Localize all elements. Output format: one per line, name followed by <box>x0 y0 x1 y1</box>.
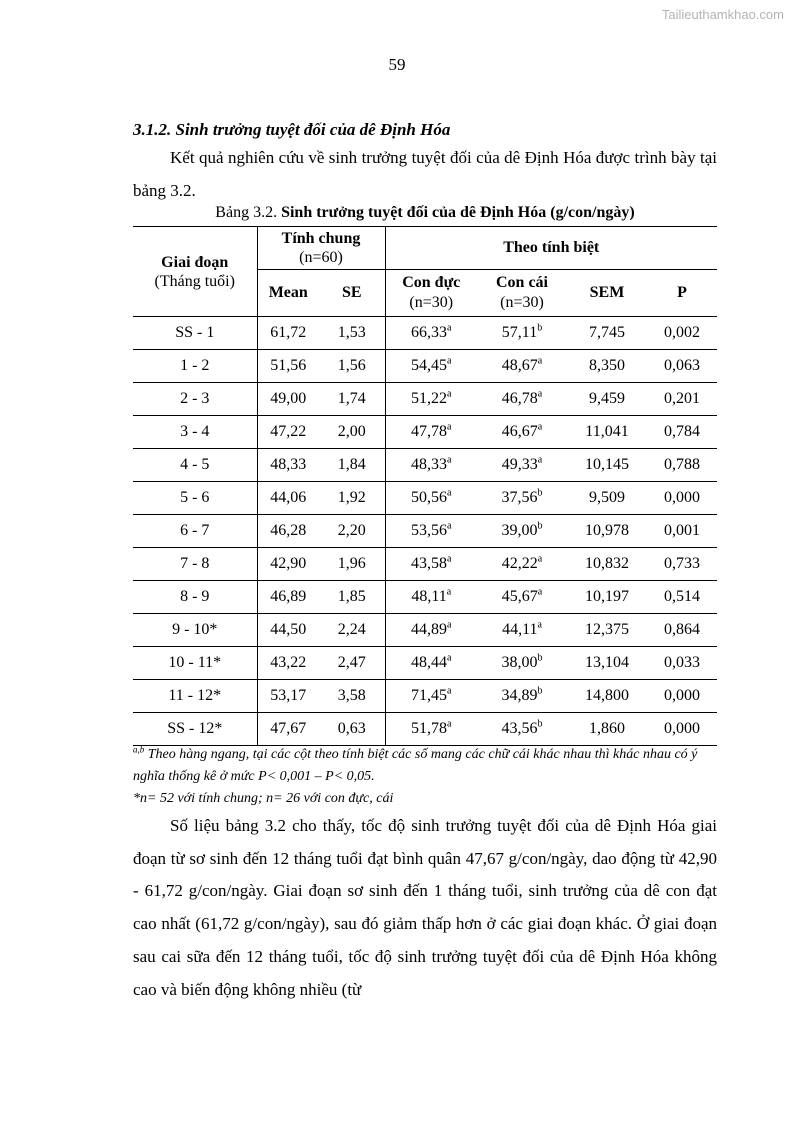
cell-male <box>385 383 477 416</box>
cell-mean <box>257 350 319 383</box>
header-period-unit: (Tháng tuổi) <box>154 272 235 290</box>
cell-male-superscript: a <box>447 355 452 367</box>
table-row <box>133 548 717 581</box>
cell-male <box>385 515 477 548</box>
cell-p-value: 0,000 <box>664 720 700 737</box>
cell-p <box>647 548 717 581</box>
cell-female <box>477 614 567 647</box>
cell-sem-value: 9,509 <box>589 489 625 506</box>
cell-period-value: SS - 12* <box>167 720 223 737</box>
cell-sem <box>567 350 647 383</box>
cell-female-value: 39,00 <box>501 522 538 539</box>
cell-mean-value: 46,89 <box>270 588 307 605</box>
cell-p-value: 0,733 <box>664 555 700 572</box>
cell-se <box>319 482 385 515</box>
cell-p-value: 0,001 <box>664 522 700 539</box>
cell-sem-value: 9,459 <box>589 390 625 407</box>
cell-female <box>477 317 567 350</box>
cell-female-value: 57,11 <box>501 324 538 341</box>
header-female <box>477 270 567 317</box>
cell-period-value: 9 - 10* <box>172 621 218 638</box>
cell-female-value: 46,78 <box>501 390 538 407</box>
cell-male-superscript: a <box>447 388 452 400</box>
cell-female-superscript: b <box>537 652 543 664</box>
cell-female <box>477 383 567 416</box>
cell-mean <box>257 383 319 416</box>
cell-p-value: 0,514 <box>664 588 700 605</box>
cell-sem <box>567 317 647 350</box>
cell-mean-value: 48,33 <box>270 456 307 473</box>
cell-se <box>319 647 385 680</box>
cell-se <box>319 416 385 449</box>
cell-period-value: 2 - 3 <box>180 390 210 407</box>
cell-se-value: 2,47 <box>337 654 366 671</box>
cell-p <box>647 383 717 416</box>
cell-period-value: SS - 1 <box>175 324 215 341</box>
cell-p <box>647 614 717 647</box>
cell-female-value: 45,67 <box>501 588 538 605</box>
header-male <box>385 270 477 317</box>
cell-female-value: 46,67 <box>501 423 538 440</box>
cell-se <box>319 350 385 383</box>
cell-p-value: 0,033 <box>664 654 700 671</box>
cell-male <box>385 482 477 515</box>
cell-mean-value: 47,67 <box>270 720 307 737</box>
cell-mean <box>257 647 319 680</box>
cell-se-value: 2,00 <box>337 423 366 440</box>
cell-male <box>385 350 477 383</box>
header-sem: SEM <box>567 270 647 317</box>
cell-mean-value: 46,28 <box>270 522 307 539</box>
cell-sem-value: 8,350 <box>589 357 625 374</box>
cell-sem <box>567 449 647 482</box>
cell-male-value: 48,33 <box>411 456 448 473</box>
cell-se-value: 1,53 <box>337 324 366 341</box>
cell-female-superscript: a <box>537 421 543 433</box>
cell-male-superscript: a <box>447 421 452 433</box>
cell-period <box>133 548 257 581</box>
cell-male-value: 50,56 <box>411 489 448 506</box>
cell-female-superscript: a <box>537 454 543 466</box>
cell-female-superscript: b <box>537 487 543 499</box>
cell-p-value: 0,784 <box>664 423 700 440</box>
cell-period <box>133 515 257 548</box>
cell-female <box>477 548 567 581</box>
table-row <box>133 680 717 713</box>
cell-female-superscript: a <box>537 553 543 565</box>
header-female-label: Con cái <box>496 274 548 291</box>
table-row <box>133 515 717 548</box>
table-row <box>133 317 717 350</box>
cell-p-value: 0,002 <box>664 324 700 341</box>
cell-se-value: 2,24 <box>337 621 366 638</box>
cell-female-superscript: a <box>537 388 543 400</box>
header-period-label: Giai đoạn <box>161 253 229 271</box>
cell-male-superscript: a <box>447 520 452 532</box>
cell-female-superscript: a <box>537 619 542 631</box>
cell-sem-value: 12,375 <box>585 621 629 638</box>
cell-male-value: 51,78 <box>411 720 448 737</box>
cell-se-value: 1,56 <box>337 357 366 374</box>
header-mean: Mean <box>257 270 319 317</box>
cell-male <box>385 713 477 746</box>
table-row <box>133 383 717 416</box>
cell-mean <box>257 449 319 482</box>
header-male-label: Con đực <box>402 274 461 291</box>
cell-sem-value: 10,145 <box>585 456 629 473</box>
cell-mean-value: 43,22 <box>270 654 307 671</box>
cell-mean <box>257 416 319 449</box>
cell-mean-value: 61,72 <box>270 324 307 341</box>
header-overall-label: Tính chung <box>281 230 361 247</box>
header-se: SE <box>319 270 385 317</box>
cell-se-value: 1,85 <box>337 588 366 605</box>
cell-mean <box>257 548 319 581</box>
cell-period <box>133 350 257 383</box>
cell-p <box>647 350 717 383</box>
cell-male <box>385 680 477 713</box>
cell-male-superscript: a <box>447 685 452 697</box>
cell-male-superscript: a <box>447 487 452 499</box>
cell-se-value: 1,74 <box>337 390 366 407</box>
cell-se <box>319 317 385 350</box>
cell-female <box>477 647 567 680</box>
cell-female-value: 44,11 <box>502 621 538 638</box>
cell-sem-value: 11,041 <box>585 423 629 440</box>
cell-sem <box>567 614 647 647</box>
cell-se-value: 2,20 <box>337 522 366 539</box>
cell-male-value: 48,11 <box>411 588 447 605</box>
cell-period <box>133 581 257 614</box>
table-row <box>133 581 717 614</box>
header-overall <box>257 227 385 270</box>
cell-se <box>319 548 385 581</box>
cell-p-value: 0,864 <box>664 621 700 638</box>
cell-sem-value: 10,832 <box>585 555 629 572</box>
cell-p-value: 0,000 <box>664 687 700 704</box>
cell-female-superscript: a <box>537 355 543 367</box>
cell-male-value: 51,22 <box>411 390 448 407</box>
cell-male-superscript: a <box>447 454 452 466</box>
cell-se-value: 0,63 <box>337 720 366 737</box>
cell-mean <box>257 317 319 350</box>
cell-p-value: 0,000 <box>664 489 700 506</box>
cell-female-superscript: b <box>537 718 543 730</box>
cell-p <box>647 482 717 515</box>
cell-period <box>133 317 257 350</box>
cell-sem <box>567 647 647 680</box>
footnote-line-1 <box>133 744 717 788</box>
footnote-line-1-text: Theo hàng ngang, tại các cột theo tính biệt các số mang các chữ cái khác nhau thì khác nhau có ý nghĩa thống kê ở mức P< 0,001 – P< 0,05. <box>133 747 698 784</box>
cell-male-value: 44,89 <box>411 621 448 638</box>
cell-female-superscript: b <box>537 520 543 532</box>
cell-male <box>385 548 477 581</box>
cell-mean-value: 47,22 <box>270 423 307 440</box>
cell-p-value: 0,063 <box>664 357 700 374</box>
cell-mean <box>257 680 319 713</box>
cell-male-superscript: a <box>447 553 452 565</box>
cell-female <box>477 482 567 515</box>
cell-period-value: 10 - 11* <box>168 654 222 671</box>
cell-female <box>477 416 567 449</box>
cell-female <box>477 713 567 746</box>
cell-sem <box>567 713 647 746</box>
cell-mean <box>257 581 319 614</box>
page-number: 59 <box>388 55 406 74</box>
cell-mean-value: 51,56 <box>270 357 307 374</box>
cell-male-value: 71,45 <box>411 687 448 704</box>
cell-female-superscript: b <box>537 685 543 697</box>
cell-sem <box>567 383 647 416</box>
cell-female <box>477 350 567 383</box>
cell-female <box>477 515 567 548</box>
cell-se-value: 1,96 <box>337 555 366 572</box>
cell-p <box>647 515 717 548</box>
table-row <box>133 647 717 680</box>
cell-se <box>319 581 385 614</box>
cell-period <box>133 416 257 449</box>
cell-sem <box>567 680 647 713</box>
cell-p <box>647 317 717 350</box>
header-male-n: (n=30) <box>409 294 454 311</box>
header-female-n: (n=30) <box>500 294 544 311</box>
cell-mean <box>257 614 319 647</box>
cell-female-value: 37,56 <box>501 489 538 506</box>
cell-p <box>647 647 717 680</box>
cell-se <box>319 383 385 416</box>
cell-male-value: 66,33 <box>411 324 448 341</box>
footnote-line-2: *n= 52 với tính chung; n= 26 với con đực, cái <box>133 791 394 806</box>
cell-male <box>385 647 477 680</box>
cell-female-value: 34,89 <box>501 687 538 704</box>
cell-female <box>477 449 567 482</box>
cell-period <box>133 680 257 713</box>
cell-se <box>319 614 385 647</box>
cell-sem <box>567 548 647 581</box>
cell-p-value: 0,788 <box>664 456 700 473</box>
watermark: Tailieuthamkhao.com <box>661 7 784 22</box>
analysis-paragraph <box>133 810 717 1006</box>
header-period <box>133 227 257 317</box>
cell-period-value: 6 - 7 <box>180 522 210 539</box>
cell-mean-value: 42,90 <box>270 555 307 572</box>
cell-female <box>477 581 567 614</box>
cell-female-value: 42,22 <box>501 555 538 572</box>
table-row <box>133 614 717 647</box>
cell-sem-value: 13,104 <box>585 654 629 671</box>
cell-period <box>133 383 257 416</box>
cell-male-superscript: a <box>447 322 452 334</box>
table-caption <box>133 204 717 222</box>
table-caption-prefix: Bảng 3.2. <box>215 204 278 221</box>
cell-p <box>647 680 717 713</box>
footnote-sup-marker: a,b <box>133 744 145 755</box>
table-row <box>133 482 717 515</box>
cell-p <box>647 713 717 746</box>
cell-p <box>647 581 717 614</box>
growth-table <box>133 226 717 746</box>
table-caption-title: Sinh trưởng tuyệt đối của dê Định Hóa (g/con/ngày) <box>281 204 635 221</box>
table-row <box>133 350 717 383</box>
section-heading: 3.1.2. Sinh trưởng tuyệt đối của dê Định Hóa <box>133 120 451 139</box>
cell-p <box>647 416 717 449</box>
cell-female-value: 49,33 <box>501 456 538 473</box>
cell-sem <box>567 482 647 515</box>
cell-mean-value: 44,06 <box>270 489 307 506</box>
cell-period-value: 1 - 2 <box>180 357 210 374</box>
cell-mean-value: 44,50 <box>270 621 307 638</box>
cell-period-value: 7 - 8 <box>180 555 210 572</box>
cell-period <box>133 647 257 680</box>
cell-sem <box>567 416 647 449</box>
cell-period <box>133 482 257 515</box>
table-row <box>133 416 717 449</box>
cell-female-value: 38,00 <box>501 654 538 671</box>
cell-sem <box>567 515 647 548</box>
cell-se <box>319 449 385 482</box>
cell-sem-value: 10,197 <box>585 588 629 605</box>
cell-female-value: 43,56 <box>501 720 538 737</box>
header-by-sex: Theo tính biệt <box>385 227 717 270</box>
cell-se-value: 1,92 <box>337 489 366 506</box>
cell-p-value: 0,201 <box>664 390 700 407</box>
cell-se-value: 3,58 <box>337 687 366 704</box>
intro-paragraph <box>133 142 717 207</box>
cell-female <box>477 680 567 713</box>
cell-period <box>133 713 257 746</box>
cell-se <box>319 515 385 548</box>
cell-period <box>133 614 257 647</box>
cell-female-superscript: a <box>537 586 543 598</box>
cell-period-value: 11 - 12* <box>168 687 222 704</box>
cell-mean-value: 49,00 <box>270 390 307 407</box>
cell-male-superscript: a <box>447 652 452 664</box>
cell-sem-value: 14,800 <box>585 687 629 704</box>
header-overall-n: (n=60) <box>299 249 343 266</box>
cell-period-value: 4 - 5 <box>180 456 210 473</box>
analysis-paragraph-text: Số liệu bảng 3.2 cho thấy, tốc độ sinh trưởng tuyệt đối của dê Định Hóa giai đoạn từ sơ sinh đến 12 tháng tuổi đạt bình quân 47,67 g/con/ngày, dao động từ 42,90 - 61,72 g/con/ngày. Giai đoạn sơ sinh đến 1 tháng tuổi, sinh trưởng của dê con đạt cao nhất (61,72 g/con/ngày), sau đó giảm thấp hơn ở các giai đoạn khác. Ở giai đoạn sau cai sữa đến 12 tháng tuổi, tốc độ sinh trưởng tuyệt đối của dê Định Hóa không cao và biến động không nhiều (từ <box>133 816 717 999</box>
cell-se <box>319 680 385 713</box>
cell-male-value: 48,44 <box>411 654 448 671</box>
cell-female-superscript: b <box>537 322 543 334</box>
header-p: P <box>647 270 717 317</box>
cell-period-value: 3 - 4 <box>180 423 210 440</box>
cell-sem <box>567 581 647 614</box>
cell-male <box>385 449 477 482</box>
cell-mean <box>257 482 319 515</box>
cell-p <box>647 449 717 482</box>
cell-sem-value: 7,745 <box>589 324 625 341</box>
cell-mean <box>257 515 319 548</box>
cell-male-superscript: a <box>447 718 452 730</box>
table-footnote <box>133 744 717 810</box>
cell-sem-value: 1,860 <box>589 720 625 737</box>
cell-male-superscript: a <box>446 586 452 598</box>
cell-male-value: 47,78 <box>411 423 448 440</box>
intro-paragraph-text: Kết quả nghiên cứu về sinh trưởng tuyệt đối của dê Định Hóa được trình bày tại bảng 3.2. <box>133 148 717 200</box>
cell-male <box>385 317 477 350</box>
cell-male <box>385 581 477 614</box>
cell-male-superscript: a <box>447 619 452 631</box>
cell-mean-value: 53,17 <box>270 687 307 704</box>
cell-se <box>319 713 385 746</box>
cell-female-value: 48,67 <box>501 357 538 374</box>
table-row <box>133 449 717 482</box>
header-row-1 <box>133 227 717 270</box>
cell-male-value: 54,45 <box>411 357 448 374</box>
cell-male <box>385 416 477 449</box>
cell-mean <box>257 713 319 746</box>
cell-se-value: 1,84 <box>337 456 366 473</box>
table-body <box>133 317 717 746</box>
cell-male-value: 53,56 <box>411 522 448 539</box>
cell-male-value: 43,58 <box>411 555 448 572</box>
table-row <box>133 713 717 746</box>
cell-period <box>133 449 257 482</box>
cell-period-value: 8 - 9 <box>180 588 210 605</box>
cell-sem-value: 10,978 <box>585 522 629 539</box>
cell-period-value: 5 - 6 <box>180 489 210 506</box>
cell-male <box>385 614 477 647</box>
